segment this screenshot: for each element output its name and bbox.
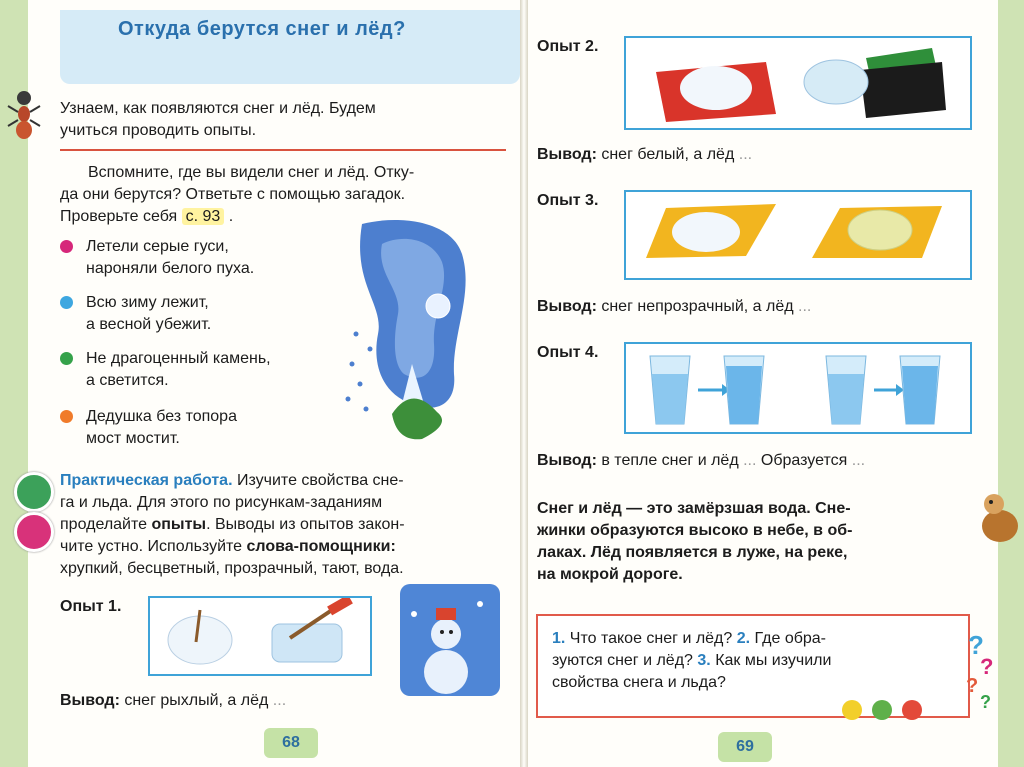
question-line-3: свойства снега и льда? [552,674,726,691]
practical-line-3-rest: . Выводы из опытов закон- [206,516,405,533]
experiment-3-box [624,190,972,280]
smiley-neutral-icon[interactable] [872,700,892,720]
conclusion-2-label: Вывод: [537,146,597,163]
book-icon [14,512,54,552]
experiment-2-illustration [626,38,970,128]
conclusion-4-dots-2: ... [851,452,866,469]
question-3-number: 3. [697,652,711,669]
experiment-2-box [624,36,972,130]
conclusion-4-dots: ... [743,452,757,469]
conclusion-4-text: в тепле снег и лёд [601,452,739,469]
snowman-illustration-image [400,584,500,696]
ant-mascot-icon [4,84,44,142]
practical-line-1-rest: Изучите свойства сне- [236,472,404,489]
riddle-bullet-blue [60,296,73,309]
svg-text:?: ? [966,675,979,697]
experiment-4-label: Опыт 4. [537,344,599,361]
experiment-1-illustration [150,598,370,674]
practical-line-5: хрупкий, бесцветный, прозрачный, тают, вода. [60,560,404,577]
svg-text:?: ? [968,630,984,660]
conclusion-3-label: Вывод: [537,298,597,315]
intro-line-1: Узнаем, как появляются снег и лёд. Будем [60,100,376,117]
practical-line-4-prefix: чите устно. Используйте [60,538,243,555]
section-divider [60,149,506,151]
conclusion-4-text-2: Образуется [760,452,848,469]
riddle-2-line-2: а весной убежит. [86,316,212,333]
question-1-text: Что такое снег и лёд? [569,630,733,647]
page-title: Откуда берутся снег и лёд? [118,18,406,40]
task-line-2: да они берутся? Ответьте с помощью загадок. [60,186,406,203]
conclusion-3 [537,296,811,318]
riddle-bullet-green [60,352,73,365]
riddle-bullet-orange [60,410,73,423]
practical-line-2: га и льда. Для этого по рисункам-заданиям [60,494,383,511]
practical-line-1 [60,470,404,492]
question-1-number: 1. [552,630,566,647]
conclusion-1-text: снег рыхлый, а лёд [124,692,269,709]
smiley-sad-icon[interactable] [902,700,922,720]
conclusion-3-dots: ... [798,298,812,315]
smiley-happy-icon[interactable] [842,700,862,720]
book-spine [520,0,528,767]
summary-line-4: на мокрой дороге. [537,566,683,583]
conclusion-1-dots: ... [272,692,287,709]
experiment-4-illustration [626,344,970,432]
turtle-mascot-icon [978,490,1022,550]
svg-text:?: ? [980,692,991,710]
conclusion-1-label: Вывод: [60,692,120,709]
experiment-3-illustration [626,192,970,278]
intro-line-2: учиться проводить опыты. [60,122,257,139]
question-3-text-a: Как мы изучили [715,652,832,669]
experiment-3-label: Опыт 3. [537,192,599,209]
svg-text:?: ? [980,654,994,679]
experiment-4-box [624,342,972,434]
page-reference-link[interactable]: с. 93 [182,208,225,225]
question-2-text-b: зуются снег и лёд? [552,652,693,669]
experiment-2-label: Опыт 2. [537,38,599,55]
practical-line-3 [60,514,405,536]
task-line-3-prefix: Проверьте себя [60,208,178,225]
summary-line-3: лаках. Лёд появляется в луже, на реке, [537,544,848,561]
conclusion-1 [60,690,286,712]
question-line-1 [552,628,826,650]
conclusion-3-text: снег непрозрачный, а лёд [601,298,794,315]
riddle-4-line-1: Дедушка без топора [86,408,237,425]
riddle-3-line-2: а светится. [86,372,169,389]
practical-label: Практическая работа. [60,472,233,489]
page-number-right: 69 [718,732,772,762]
task-line-1: Вспомните, где вы видели снег и лёд. Отку- [88,164,415,181]
practical-line-4-bold: слова-помощники: [246,538,396,555]
conclusion-4-label: Вывод: [537,452,597,469]
page-number-left: 68 [264,728,318,758]
question-marks-icon [960,630,1000,710]
task-line-3 [60,206,233,228]
riddle-1-line-2: нароняли белого пуха. [86,260,255,277]
summary-line-1: Снег и лёд — это замёрзшая вода. Сне- [537,500,851,517]
question-2-text-a: Где обра- [754,630,827,647]
winter-illustration-image [342,214,480,446]
practical-line-3-prefix: проделайте [60,516,148,533]
conclusion-2 [537,144,752,166]
riddle-bullet-pink [60,240,73,253]
experiment-1-box [148,596,372,676]
riddle-4-line-2: мост мостит. [86,430,180,447]
riddle-2-line-1: Всю зиму лежит, [86,294,209,311]
conclusion-4 [537,450,865,472]
practical-line-3-bold: опыты [151,516,207,533]
conclusion-2-text: снег белый, а лёд [601,146,735,163]
question-2-number: 2. [736,630,751,647]
experiment-1-label: Опыт 1. [60,598,122,615]
riddle-1-line-1: Летели серые гуси, [86,238,229,255]
question-line-2 [552,650,831,672]
riddle-3-line-1: Не драгоценный камень, [86,350,271,367]
conclusion-2-dots: ... [738,146,753,163]
summary-line-2: жинки образуются высоко в небе, в об- [537,522,853,539]
practical-line-4 [60,536,396,558]
practice-star-icon [14,472,54,512]
task-line-3-suffix: . [228,208,234,225]
